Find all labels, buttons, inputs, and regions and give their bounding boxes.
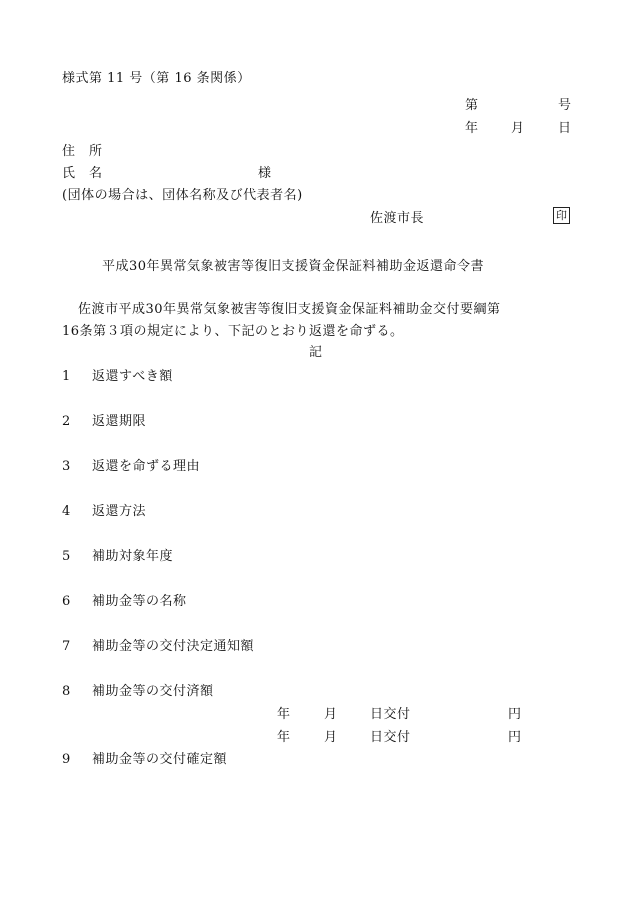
item-number: 3 [62, 459, 71, 474]
payment-day-label: 日交付 [370, 707, 411, 722]
ki-label: 記 [309, 345, 323, 360]
payment-month-label: 月 [324, 730, 338, 745]
honorific-label: 様 [258, 166, 272, 181]
name-label: 氏 名 [62, 166, 103, 181]
date-day-label: 日 [558, 121, 572, 136]
item-number: 4 [62, 504, 71, 519]
item-number: 9 [62, 752, 71, 767]
document-number-label: 第 [465, 98, 479, 113]
payment-yen-label: 円 [508, 730, 522, 745]
item-number: 2 [62, 414, 71, 429]
item-number: 1 [62, 369, 71, 384]
item-text: 補助金等の名称 [92, 594, 187, 609]
form-title: 様式第 11 号（第 16 条関係） [62, 71, 251, 86]
address-label: 住 所 [62, 144, 103, 159]
item-text: 補助金等の交付済額 [92, 684, 214, 699]
payment-year-label: 年 [277, 707, 291, 722]
item-number: 8 [62, 684, 71, 699]
payment-yen-label: 円 [508, 707, 522, 722]
seal-char: 印 [556, 209, 567, 222]
body-text-line-2: 16条第３項の規定により、下記のとおり返還を命ずる。 [62, 324, 404, 339]
payment-month-label: 月 [324, 707, 338, 722]
item-number: 7 [62, 639, 71, 654]
item-text: 補助金等の交付決定通知額 [92, 639, 255, 654]
item-text: 返還すべき額 [92, 369, 173, 384]
item-text: 返還方法 [92, 504, 147, 519]
document-number-suffix: 号 [558, 98, 572, 113]
payment-day-label: 日交付 [370, 730, 411, 745]
item-number: 6 [62, 594, 71, 609]
body-text-line-1: 佐渡市平成30年異常気象被害等復旧支援資金保証料補助金交付要綱第 [78, 302, 501, 317]
item-number: 5 [62, 549, 71, 564]
document-heading: 平成30年異常気象被害等復旧支援資金保証料補助金返還命令書 [102, 259, 485, 274]
item-text: 補助対象年度 [92, 549, 174, 564]
group-note: (団体の場合は、団体名称及び代表者名) [62, 188, 303, 203]
item-text: 返還を命ずる理由 [92, 459, 201, 474]
mayor-label: 佐渡市長 [370, 211, 425, 226]
payment-year-label: 年 [277, 730, 291, 745]
date-month-label: 月 [511, 121, 525, 136]
date-year-label: 年 [465, 121, 479, 136]
item-text: 補助金等の交付確定額 [92, 752, 228, 767]
item-text: 返還期限 [92, 414, 147, 429]
seal-icon [553, 207, 570, 224]
